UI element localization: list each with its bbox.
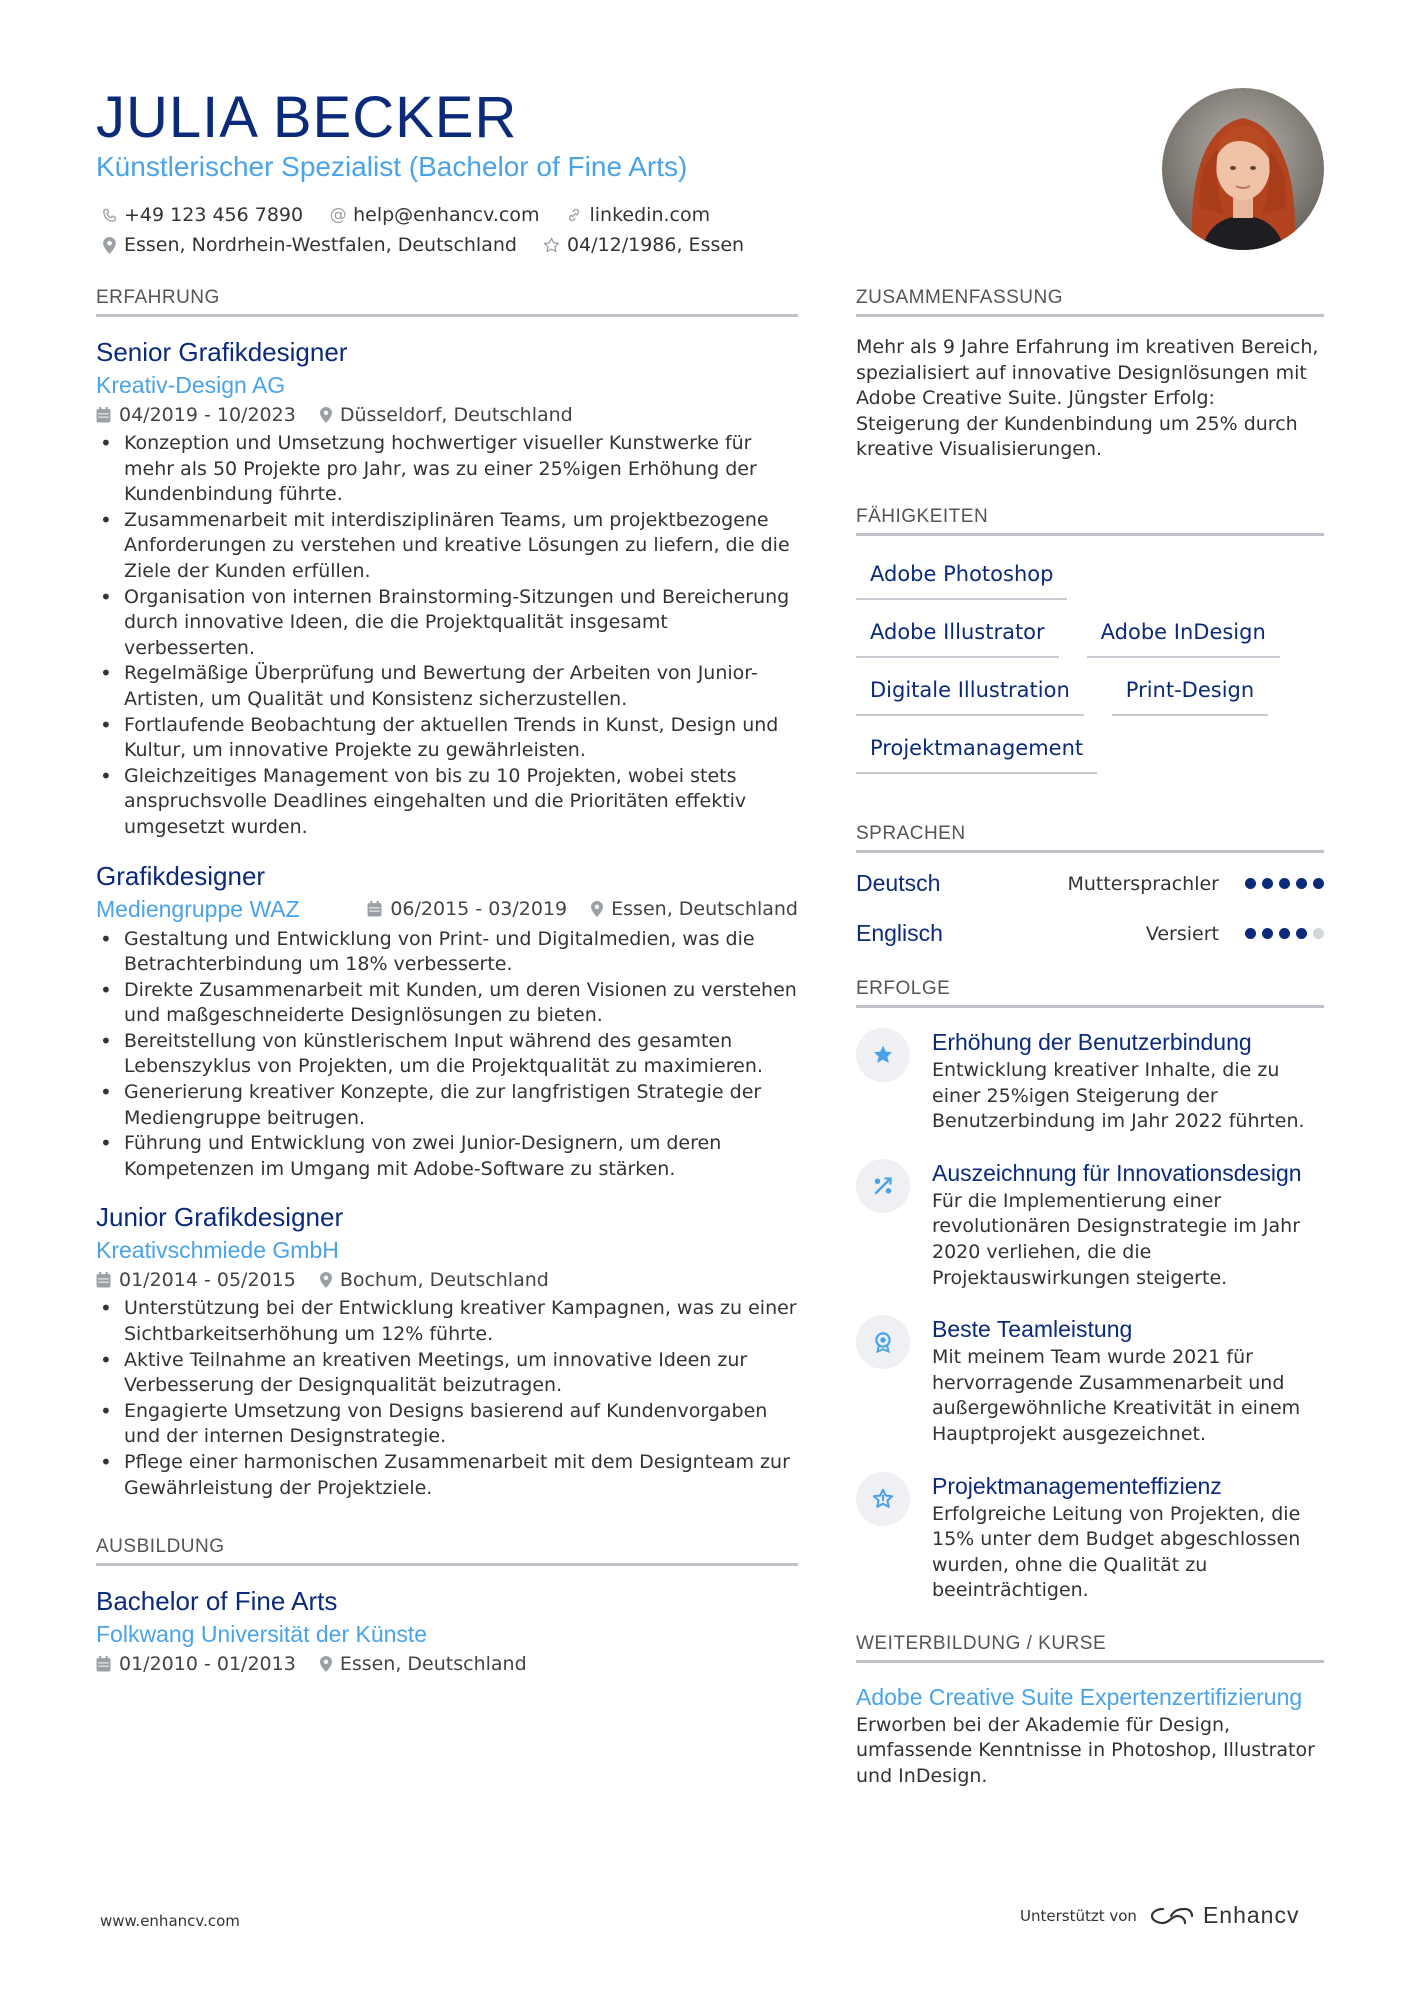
bullet-item: • Direkte Zusammenarbeit mit Kunden, um deren Visionen zu verstehen und maßgeschneiderte Designlösungen zu bieten. [96, 978, 798, 1029]
rating-dot-filled [1296, 878, 1307, 889]
achievement-desc: Entwicklung kreativer Inhalte, die zu einer 25%igen Steigerung der Benutzerbindung im Jahr 2022 führten. [932, 1058, 1305, 1133]
bullet-item: • Konzeption und Umsetzung hochwertiger visueller Kunstwerke für mehr als 50 Projekte pro Jahr, was zu einer 25%igen Erhöhung der Kundenbindung führte. [96, 431, 798, 508]
education-location: Essen, Deutschland [320, 1650, 527, 1678]
location-pin-icon [320, 407, 332, 423]
language-name: Englisch [856, 920, 943, 947]
bullet-item: • Fortlaufende Beobachtung der aktuellen Trends in Kunst, Design und Kultur, um innovative Projekte zu gewährleisten. [96, 713, 798, 764]
achievement-desc: Erfolgreiche Leitung von Projekten, die 15% unter dem Budget abgeschlossen wurden, ohne die Qualität zu beeinträchtigen. [932, 1502, 1301, 1602]
job-location: Düsseldorf, Deutschland [320, 401, 573, 429]
rating-dot-filled [1245, 928, 1256, 939]
language-level: Muttersprachler [1067, 872, 1219, 895]
at-icon: @ [329, 205, 347, 225]
achievement-desc: Für die Implementierung einer revolutionären Designstrategie im Jahr 2020 verliehen, die die Projektauswirkungen steigerte. [932, 1189, 1301, 1289]
rating-dot-filled [1279, 928, 1290, 939]
bullet-item: • Unterstützung bei der Entwicklung kreativer Kampagnen, was zu einer Sichtbarkeitserhöhung um 12% führte. [96, 1296, 798, 1347]
experience-entry [96, 1200, 798, 1501]
job-dates: 04/2019 - 10/2023 [96, 401, 296, 429]
avatar [1162, 88, 1324, 250]
linkedin-text: linkedin.com [589, 204, 711, 226]
job-bullets [96, 1296, 798, 1501]
star-outline-icon [543, 236, 561, 254]
star-outline-icon [856, 1472, 910, 1526]
section-heading-courses: WEITERBILDUNG / KURSE [856, 1632, 1324, 1663]
bullet-item: • Zusammenarbeit mit interdisziplinären Teams, um projektbezogene Anforderungen zu verstehen und kreative Lösungen zu liefern, die die Ziele der Kunden erfüllen. [96, 508, 798, 585]
powered-by-text: Unterstützt von [1020, 1906, 1137, 1925]
course-desc: Erworben bei der Akademie für Design, umfassende Kenntnisse in Photoshop, Illustrator und InDesign. [856, 1713, 1315, 1788]
course-item [856, 1681, 1324, 1790]
footer-powered-by[interactable] [1020, 1902, 1299, 1929]
job-location: Bochum, Deutschland [320, 1266, 549, 1294]
location-pin-icon [591, 901, 603, 917]
location-text: Essen, Nordrhein-Westfalen, Deutschland [124, 234, 517, 256]
job-dates: 01/2014 - 05/2015 [96, 1266, 296, 1294]
candidate-name: JULIA BECKER [96, 85, 518, 150]
job-title: Senior Grafikdesigner [96, 337, 348, 367]
phone-text: +49 123 456 7890 [124, 204, 304, 226]
language-item [856, 859, 1324, 909]
section-heading-education: AUSBILDUNG [96, 1535, 798, 1566]
summary-text: Mehr als 9 Jahre Erfahrung im kreativen Bereich, spezialisiert auf innovative Designlösungen mit Adobe Creative Suite. Jüngster Erfolg: Steigerung der Kundenbindung um 25% durch kreative Visualisierungen. [856, 336, 1319, 461]
achievement-item [856, 1157, 1324, 1291]
achievement-title: Projektmanagementeffizienz [932, 1472, 1222, 1499]
bullet-item: • Aktive Teilnahme an kreativen Meetings, um innovative Ideen zur Verbesserung der Designqualität beizutragen. [96, 1348, 798, 1399]
experience-entry [96, 859, 798, 1183]
achievement-title: Beste Teamleistung [932, 1316, 1133, 1343]
skills-list [856, 554, 1324, 786]
achievement-item [856, 1470, 1324, 1604]
education-dates: 01/2010 - 01/2013 [96, 1650, 296, 1678]
bullet-item: • Regelmäßige Überprüfung und Bewertung der Arbeiten von Junior-Artisten, um Qualität und Konsistenz sicherzustellen. [96, 661, 798, 712]
phone-icon [100, 206, 118, 224]
experience-entry [96, 335, 798, 841]
right-column [856, 286, 1324, 1790]
language-rating [1239, 878, 1324, 889]
contact-info [100, 200, 770, 260]
footer-website[interactable]: www.enhancv.com [100, 1912, 240, 1930]
languages-list [856, 859, 1324, 959]
rating-dot-filled [1245, 878, 1256, 889]
job-title: Grafikdesigner [96, 860, 266, 891]
bullet-item: • Pflege einer harmonischen Zusammenarbeit mit dem Designteam zur Gewährleistung der Projektziele. [96, 1450, 798, 1501]
language-level: Versiert [1145, 922, 1219, 945]
achievement-title: Auszeichnung für Innovationsdesign [932, 1159, 1302, 1186]
contact-birth [543, 234, 744, 256]
contact-phone[interactable] [100, 204, 303, 226]
section-heading-skills: FÄHIGKEITEN [856, 505, 1324, 536]
achievements-list [856, 1026, 1324, 1604]
birth-text: 04/12/1986, Essen [566, 234, 745, 256]
location-pin-icon [100, 236, 118, 254]
language-rating [1239, 928, 1324, 939]
school-name: Folkwang Universität der Künste [96, 1621, 428, 1648]
calendar-icon [96, 407, 111, 423]
skill-tag: Projektmanagement [856, 728, 1097, 774]
rating-dot-filled [1279, 878, 1290, 889]
candidate-title: Künstlerischer Spezialist (Bachelor of Fine Arts) [96, 151, 688, 182]
bullet-item: • Generierung kreativer Konzepte, die zur langfristigen Strategie der Mediengruppe beitrugen. [96, 1080, 798, 1131]
bullet-item: • Engagierte Umsetzung von Designs basierend auf Kundenvorgaben und der internen Designstrategie. [96, 1399, 798, 1450]
bullet-item: • Gestaltung und Entwicklung von Print- und Digitalmedien, was die Betrachterbindung um 18% verbesserte. [96, 927, 798, 978]
left-column [96, 286, 798, 1696]
job-dates: 06/2015 - 03/2019 [367, 895, 567, 923]
section-heading-experience: ERFAHRUNG [96, 286, 798, 317]
job-company: Kreativschmiede GmbH [96, 1237, 339, 1264]
achievement-title: Erhöhung der Benutzerbindung [932, 1028, 1252, 1055]
calendar-icon [96, 1272, 111, 1288]
bullet-item: • Organisation von internen Brainstorming-Sitzungen und Bereicherung durch innovative Ideen, die die Projektqualität insgesamt verbesserten. [96, 585, 798, 662]
rating-dot-filled [1296, 928, 1307, 939]
star-icon [856, 1028, 910, 1082]
location-pin-icon [320, 1656, 332, 1672]
bullet-item: • Führung und Entwicklung von zwei Junior-Designern, um deren Kompetenzen im Umgang mit Adobe-Software zu stärken. [96, 1131, 798, 1182]
percent-icon [856, 1159, 910, 1213]
calendar-icon [96, 1656, 111, 1672]
job-location: Essen, Deutschland [591, 895, 798, 923]
skill-tag: Adobe Photoshop [856, 554, 1067, 600]
language-name: Deutsch [856, 870, 941, 897]
achievement-item [856, 1313, 1324, 1447]
job-meta [96, 1266, 798, 1294]
job-company: Kreativ-Design AG [96, 372, 286, 398]
section-heading-languages: SPRACHEN [856, 822, 1324, 853]
rating-dot-filled [1262, 878, 1273, 889]
link-icon [565, 206, 583, 224]
job-bullets [96, 927, 798, 1183]
enhancv-logo-icon [1149, 1905, 1195, 1927]
bullet-item: • Gleichzeitiges Management von bis zu 10 Projekten, wobei stets anspruchsvolle Deadlines eingehalten und die Prioritäten effektiv umgesetzt wurden. [96, 764, 798, 841]
brand-name: Enhancv [1202, 1902, 1300, 1928]
contact-email[interactable] [329, 204, 539, 226]
email-text: help@enhancv.com [353, 204, 540, 226]
job-bullets [96, 431, 798, 841]
achievement-desc: Mit meinem Team wurde 2021 für hervorragende Zusammenarbeit und außergewöhnliche Kreativität in einem Hauptprojekt ausgezeichnet. [932, 1346, 1301, 1445]
job-meta [367, 895, 798, 923]
language-item [856, 909, 1324, 959]
rating-dot-empty [1313, 928, 1324, 939]
job-title: Junior Grafikdesigner [96, 1202, 344, 1233]
rating-dot-filled [1313, 878, 1324, 889]
job-company: Mediengruppe WAZ [96, 895, 300, 922]
award-icon [856, 1315, 910, 1369]
education-entry [96, 1584, 798, 1678]
skill-tag: Adobe Illustrator [856, 612, 1059, 658]
location-pin-icon [320, 1272, 332, 1288]
education-meta [96, 1650, 798, 1678]
skill-tag: Digitale Illustration [856, 670, 1084, 716]
skill-tag: Print-Design [1112, 670, 1268, 716]
section-heading-achievements: ERFOLGE [856, 977, 1324, 1008]
rating-dot-filled [1262, 928, 1273, 939]
section-heading-summary: ZUSAMMENFASSUNG [856, 286, 1324, 317]
calendar-icon [367, 901, 382, 917]
achievement-item [856, 1026, 1324, 1135]
skill-tag: Adobe InDesign [1087, 612, 1280, 658]
bullet-item: • Bereitstellung von künstlerischem Input während des gesamten Lebenszyklus von Projekten, um die Projektqualität zu maximieren. [96, 1029, 798, 1080]
degree-title: Bachelor of Fine Arts [96, 1586, 338, 1617]
job-company-row [96, 893, 798, 925]
job-meta [96, 401, 798, 429]
course-title: Adobe Creative Suite Expertenzertifizierung [856, 1683, 1303, 1710]
contact-location [100, 234, 517, 256]
contact-linkedin[interactable] [565, 204, 710, 226]
